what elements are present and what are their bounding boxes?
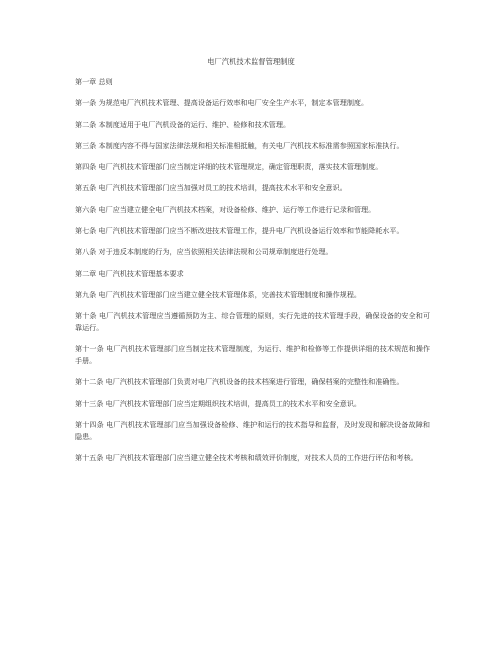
article-paragraph: 第十条 电厂汽机技术管理应当遵循预防为主、综合管理的原则，实行先进的技术管理手段，确保设备的安全和可靠运行。 xyxy=(75,311,430,333)
article-paragraph: 第五条 电厂汽机技术管理部门应当加强对员工的技术培训，提高技术水平和安全意识。 xyxy=(75,183,347,193)
article-paragraph: 第六条 电厂应当建立健全电厂汽机技术档案，对设备检修、维护、运行等工作进行记录和管理。 xyxy=(75,204,376,214)
article-paragraph: 第七条 电厂汽机技术管理部门应当不断改进技术管理工作，提升电厂汽机设备运行效率和节能降耗水平。 xyxy=(75,226,404,236)
article-paragraph: 第一条 为规范电厂汽机技术管理、提高设备运行效率和电厂安全生产水平，制定本管理制度。 xyxy=(75,98,369,108)
article-paragraph: 第八条 对于违反本制度的行为，应当依照相关法律法规和公司规章制度进行处理。 xyxy=(75,247,333,257)
article-paragraph: 第十三条 电厂汽机技术管理部门应当定期组织技术培训，提高员工的技术水平和安全意识。 xyxy=(75,398,362,408)
article-paragraph: 第九条 电厂汽机技术管理部门应当建立健全技术管理体系，完善技术管理制度和操作规程。 xyxy=(75,289,362,299)
chapter-heading: 第一章 总则 xyxy=(75,77,113,86)
article-paragraph: 第十二条 电厂汽机技术管理部门负责对电厂汽机设备的技术档案进行管理，确保档案的完整性和准确性。 xyxy=(75,377,404,387)
article-paragraph: 第三条 本制度内容不得与国家法律法规和相关标准相抵触，有关电厂汽机技术标准需参照国家标准执行。 xyxy=(75,140,404,150)
article-paragraph: 第十四条 电厂汽机技术管理部门应当加强设备检修、维护和运行的技术指导和监督，及时发现和解决设备故障和隐患。 xyxy=(75,420,430,441)
article-paragraph: 第二条 本制度适用于电厂汽机设备的运行、维护、检修和技术管理。 xyxy=(75,119,291,129)
article-paragraph: 第十一条 电厂汽机技术管理部门应当制定技术管理制度，为运行、维护和检修等工作提供详细的技术规范和操作手册。 xyxy=(75,344,430,366)
document-body xyxy=(75,76,430,473)
article-paragraph: 第四条 电厂汽机技术管理部门应当制定详细的技术管理规定，确定管理职责，落实技术管理制度。 xyxy=(75,162,383,172)
document-title: 电厂汽机技术监督管理制度 xyxy=(207,57,295,66)
article-paragraph: 第十五条 电厂汽机技术管理部门应当建立健全技术考核和绩效评价制度，对技术人员的工作进行评估和考核。 xyxy=(75,453,418,463)
chapter-heading: 第二章 电厂汽机技术管理基本要求 xyxy=(75,268,184,278)
